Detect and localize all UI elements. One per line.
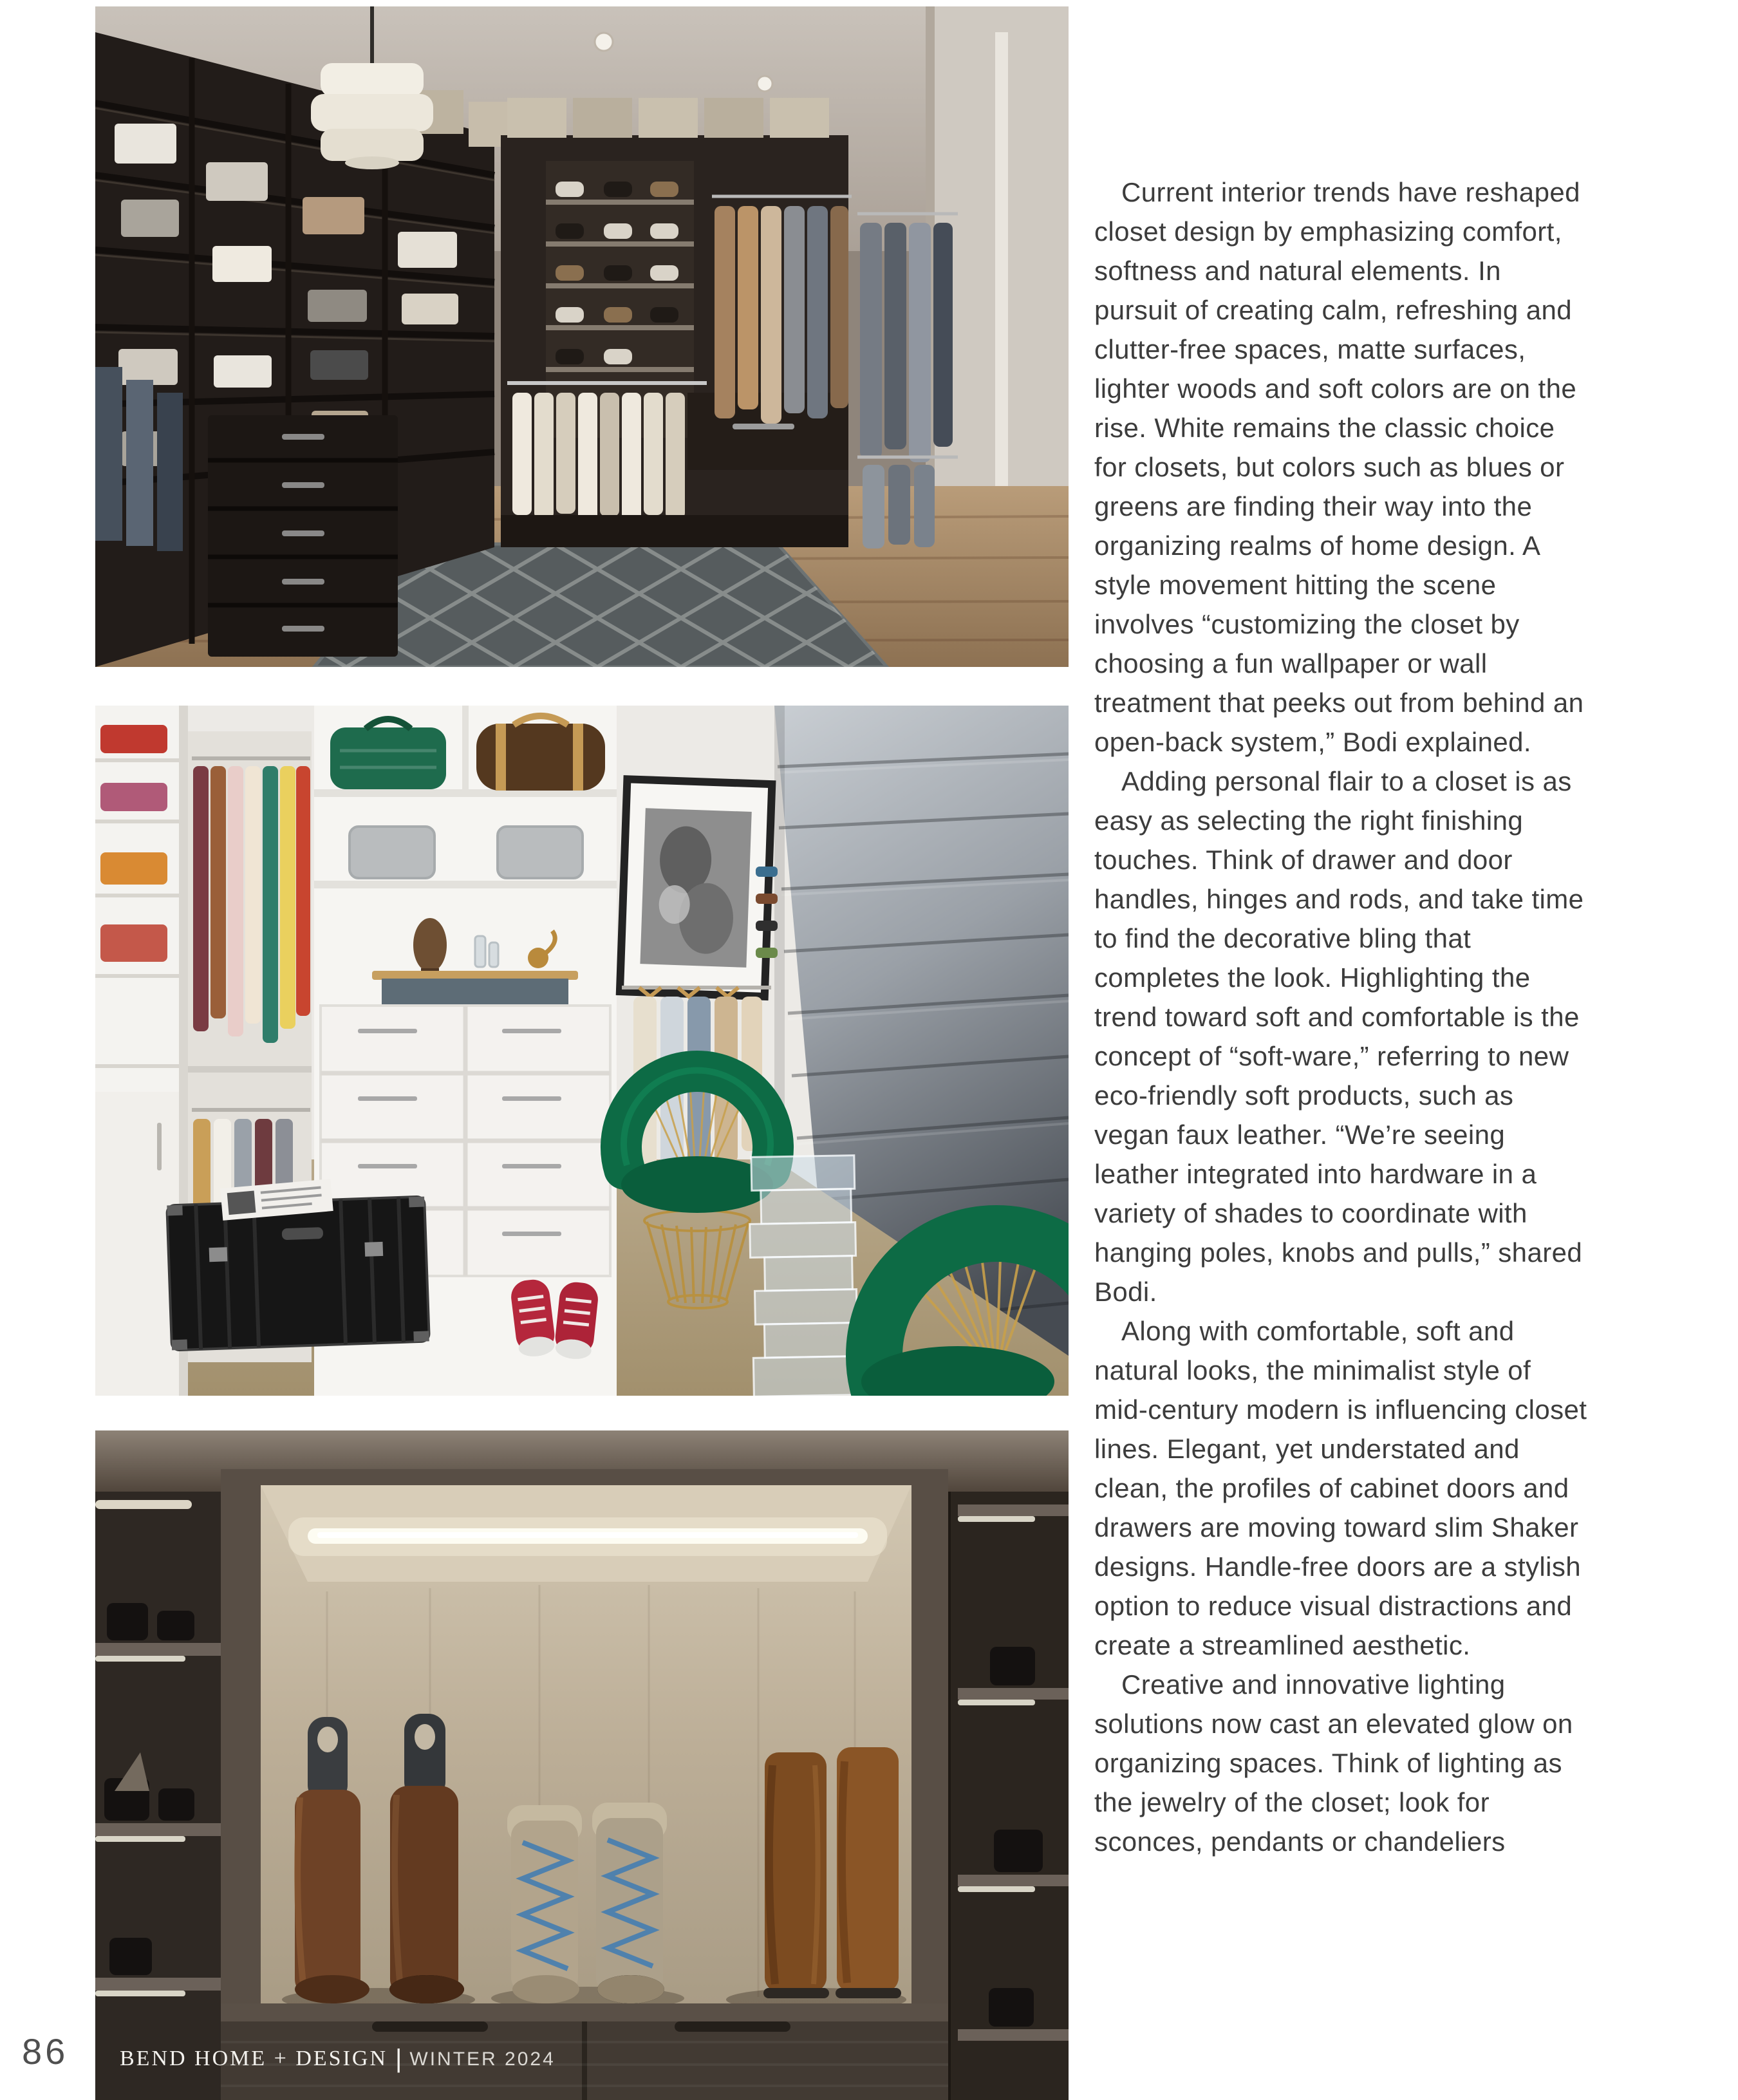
white-closet-illustration (95, 706, 1069, 1396)
storage-boxes-top (507, 98, 829, 138)
credit-divider: | (395, 2045, 402, 2073)
magazine-name: BEND HOME + DESIGN (120, 2047, 388, 2070)
article-paragraph-3: Along with comfortable, soft and natural looks, the minimalist style of mid-century modern is influencing closet lines. Elegant, yet understated and clean, the profiles of cabinet doors and drawers are moving toward slim Shaker designs. Handle-free doors are a stylish option to reduce visual distractions and create a streamlined aesthetic. (1094, 1316, 1587, 1660)
acrylic-side-table (749, 1156, 858, 1396)
walk-in-closet-illustration (95, 6, 1069, 667)
page-number: 86 (22, 2031, 69, 2072)
photo-walk-in-closet (95, 6, 1069, 667)
left-shoe-column (95, 1492, 221, 2100)
article-paragraph-2: Adding personal flair to a closet is as easy as selecting the right finishing touches. Think of drawer and door handles, hinges and rods, and take time to find the decorative bling that completes the look. Highlighting the trend toward soft and comfortable is the concept of “soft-ware,” referring to new eco-friendly soft products, such as vegan faux leather. “We’re seeing leather integrated into hardware in a variety of shades to coordinate with hanging poles, knobs and pulls,” shared Bodi. (1094, 766, 1584, 1307)
hanging-pants (95, 367, 183, 551)
photo-white-closet-green-chairs (95, 706, 1069, 1396)
hanging-white-shirts (507, 383, 707, 521)
green-handbag (330, 719, 446, 789)
framed-artwork (620, 779, 778, 997)
article-paragraph-4: Creative and innovative lighting solutions now cast an elevated glow on organizing spaces. Think of lighting as the jewelry of the closet; look for sconces, pendants or chandeliers (1094, 1669, 1573, 1857)
brown-duffel-bag (476, 716, 605, 791)
right-shoe-column (948, 1492, 1069, 2100)
article-paragraph-1: Current interior trends have reshaped closet design by emphasizing comfort, softness and natural elements. In pursuit of creating calm, refreshing and clutter-free spaces, matte surfaces, lighter woods and soft colors are on the rise. White remains the classic choice for closets, but colors such as blues or greens are finding their way into the organizing realms of home design. A style movement hitting the scene involves “customizing the closet by choosing a fun wallpaper or wall treatment that peeks out from behind an open-back system,” Bodi explained. (1094, 177, 1584, 757)
boot-shelf-illustration (95, 1430, 1069, 2100)
photo-boot-shelf (95, 1430, 1069, 2100)
magazine-credit (120, 2045, 556, 2074)
led-strip-light (288, 1517, 887, 1556)
white-shelf-unit-left (95, 706, 179, 1396)
article-body (1094, 173, 1591, 1861)
dark-dresser (208, 415, 398, 657)
issue-label: WINTER 2024 (409, 2048, 556, 2070)
